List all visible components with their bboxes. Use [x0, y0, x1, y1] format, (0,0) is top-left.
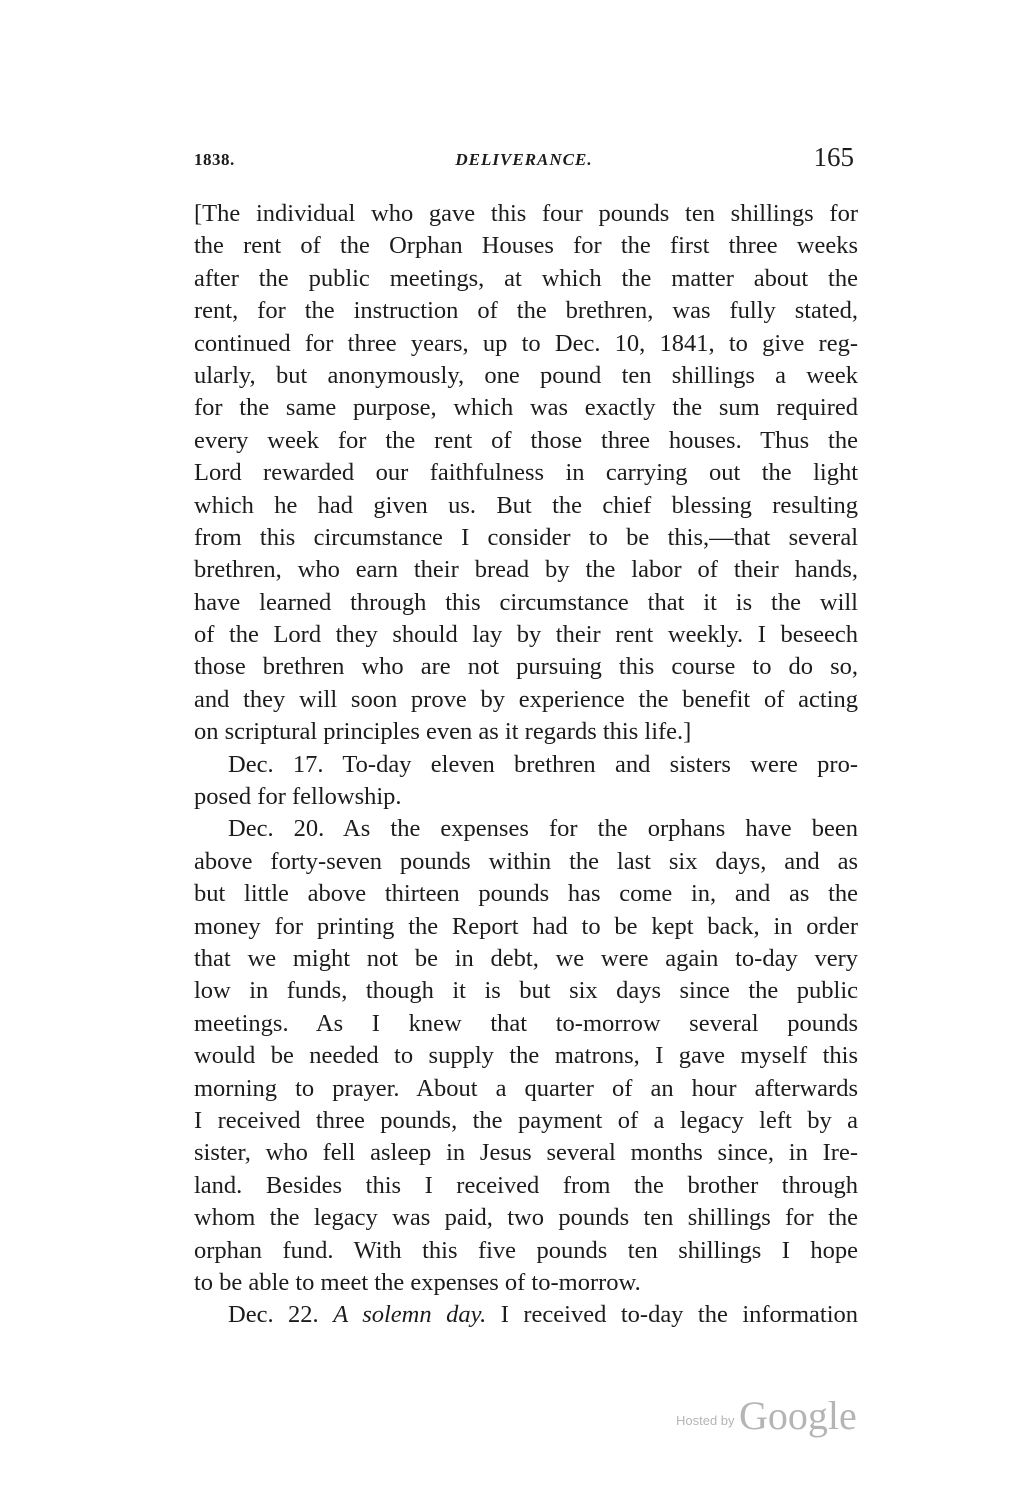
entry-emphasis: A solemn day.: [333, 1301, 487, 1329]
text-line: after the public meetings, at which the matter about the: [194, 264, 858, 292]
text-line: would be needed to supply the matrons, I gave myself this: [194, 1042, 858, 1070]
text-line: posed for fellowship.: [194, 783, 402, 811]
text-line: continued for three years, up to Dec. 10, 1841, to give reg-: [194, 329, 858, 357]
text-line: which he had given us. But the chief blessing resulting: [194, 491, 858, 519]
hosted-by-google-watermark: [676, 1392, 857, 1439]
text-line: every week for the rent of those three houses. Thus the: [194, 426, 858, 454]
text-line: Dec. 17. To-day eleven brethren and sisters were pro-: [228, 750, 858, 778]
text-line: and they will soon prove by experience the benefit of acting: [194, 685, 858, 713]
text-line: orphan fund. With this five pounds ten shillings I hope: [194, 1236, 858, 1264]
text-line: sister, who fell asleep in Jesus several months since, in Ire-: [194, 1139, 858, 1167]
text-line: but little above thirteen pounds has come in, and as the: [194, 880, 858, 908]
text-line: those brethren who are not pursuing this course to do so,: [194, 653, 858, 681]
text-line: meetings. As I knew that to-morrow several pounds: [194, 1009, 858, 1037]
text-line: that we might not be in debt, we were again to-day very: [194, 944, 858, 972]
text-line: ularly, but anonymously, one pound ten shillings a week: [194, 361, 858, 389]
text-line: of the Lord they should lay by their rent weekly. I beseech: [194, 621, 858, 649]
text-line: for the same purpose, which was exactly the sum required: [194, 394, 858, 422]
text-line: brethren, who earn their bread by the labor of their hands,: [194, 556, 858, 584]
text-line: low in funds, though it is but six days since the public: [194, 977, 858, 1005]
running-header: [194, 142, 854, 182]
header-title: DELIVERANCE.: [455, 150, 593, 169]
text-line: morning to prayer. About a quarter of an hour afterwards: [194, 1074, 858, 1102]
text-line: the rent of the Orphan Houses for the first three weeks: [194, 232, 858, 260]
watermark-prefix: Hosted by: [676, 1413, 735, 1428]
text-line: whom the legacy was paid, two pounds ten shillings for the: [194, 1204, 858, 1232]
text-line: from this circumstance I consider to be this,—that several: [194, 523, 858, 551]
page-number: 165: [813, 142, 854, 172]
entry-date: Dec. 22.: [228, 1301, 319, 1329]
text-line: I received three pounds, the payment of a legacy left by a: [194, 1106, 858, 1134]
text-line: [The individual who gave this four pounds ten shillings for: [194, 200, 858, 227]
body-text: [194, 198, 858, 1332]
text-line: on scriptural principles even as it regards this life.]: [194, 718, 692, 746]
text-line: Dec. 20. As the expenses for the orphans have been: [228, 815, 858, 843]
entry-text: I received to-day the information: [500, 1301, 859, 1329]
text-line: above forty-seven pounds within the last six days, and as: [194, 847, 858, 875]
text-line-last: [194, 1299, 858, 1331]
text-line: Lord rewarded our faithfulness in carrying out the light: [194, 459, 858, 487]
text-line: land. Besides this I received from the brother through: [194, 1171, 858, 1199]
text-line: money for printing the Report had to be kept back, in order: [194, 912, 858, 940]
google-logo: Google: [739, 1393, 857, 1438]
text-line: have learned through this circumstance that it is the will: [194, 588, 858, 616]
header-year: 1838.: [194, 150, 235, 169]
text-line: rent, for the instruction of the brethren, was fully stated,: [194, 297, 858, 325]
text-line: to be able to meet the expenses of to-morrow.: [194, 1268, 641, 1296]
